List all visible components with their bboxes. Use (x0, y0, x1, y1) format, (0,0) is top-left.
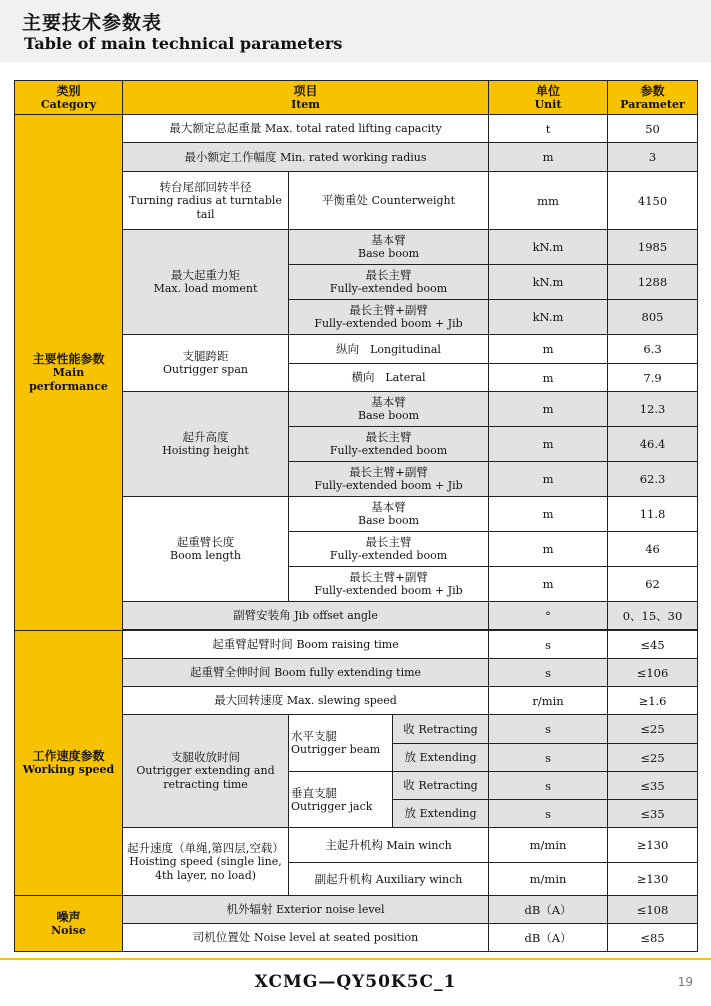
unit-cell: s (489, 772, 608, 800)
unit-cell: m (489, 462, 608, 497)
unit-cell: m (489, 427, 608, 462)
unit-cell: m (489, 143, 608, 172)
table-row (15, 631, 698, 659)
subitem: 副起升机构 Auxiliary winch (289, 863, 489, 896)
table-row (15, 115, 698, 143)
subitem: 最长主臂+副臂 Fully-extended boom + Jib (289, 567, 489, 602)
unit-cell: m (489, 567, 608, 602)
unit-cell: m (489, 532, 608, 567)
header-unit: 单位 Unit (489, 81, 608, 115)
item-boom-length: 起重臂长度 Boom length (123, 497, 289, 602)
unit-cell: s (489, 744, 608, 772)
unit-cell: s (489, 631, 608, 659)
unit-cell: dB（A） (489, 896, 608, 924)
value-cell: 46 (608, 532, 698, 567)
item-exterior-noise: 机外辐射 Exterior noise level (123, 896, 489, 924)
value-cell: 805 (608, 300, 698, 335)
value-cell: 4150 (608, 172, 698, 230)
subitem: 收 Retracting (393, 772, 489, 800)
subitem: 最长主臂 Fully-extended boom (289, 532, 489, 567)
subitem: 主起升机构 Main winch (289, 828, 489, 863)
unit-cell: mm (489, 172, 608, 230)
value-cell: 6.3 (608, 335, 698, 364)
value-cell: 7.9 (608, 364, 698, 392)
item-outrigger-time: 支腿收放时间 Outrigger extending and retracting time (123, 715, 289, 828)
unit-cell: m (489, 364, 608, 392)
value-cell: 11.8 (608, 497, 698, 532)
header-category: 类别 Category (15, 81, 123, 115)
subitem-outrigger-jack: 垂直支腿 Outrigger jack (289, 772, 393, 828)
table-header (15, 81, 698, 115)
header-parameter: 参数 Parameter (608, 81, 698, 115)
item-boom-raising: 起重臂起臂时间 Boom raising time (123, 631, 489, 659)
page-title-cn: 主要技术参数表 (22, 12, 163, 34)
value-cell: 62.3 (608, 462, 698, 497)
subitem: 最长主臂 Fully-extended boom (289, 427, 489, 462)
value-cell: ≤35 (608, 800, 698, 828)
item-jib-offset: 副臂安装角 Jib offset angle (123, 602, 489, 630)
footer-model: XCMG—QY50K5C_1 (254, 972, 457, 992)
item-outrigger-span: 支腿跨距 Outrigger span (123, 335, 289, 392)
page-title-en: Table of main technical parameters (24, 34, 343, 53)
value-cell: ≤85 (608, 924, 698, 952)
value-cell: ≤108 (608, 896, 698, 924)
value-cell: 1288 (608, 265, 698, 300)
unit-cell: ° (489, 602, 608, 630)
unit-cell: m/min (489, 863, 608, 896)
value-cell: ≥130 (608, 863, 698, 896)
category-main-performance: 主要性能参数 Main performance (15, 115, 123, 631)
unit-cell: dB（A） (489, 924, 608, 952)
item-hoisting-height: 起升高度 Hoisting height (123, 392, 289, 497)
value-cell: 0、15、30 (608, 602, 698, 630)
value-cell: 46.4 (608, 427, 698, 462)
value-cell: ≤25 (608, 744, 698, 772)
subitem: 基本臂 Base boom (289, 230, 489, 265)
unit-cell: m (489, 335, 608, 364)
item-load-moment: 最大起重力矩 Max. load moment (123, 230, 289, 335)
item-min-radius: 最小额定工作幅度 Min. rated working radius (123, 143, 489, 172)
unit-cell: kN.m (489, 230, 608, 265)
unit-cell: m (489, 392, 608, 427)
page-number: 19 (677, 975, 693, 989)
subitem: 放 Extending (393, 800, 489, 828)
subitem: 收 Retracting (393, 715, 489, 744)
value-cell: ≥1.6 (608, 687, 698, 715)
value-cell: ≥130 (608, 828, 698, 863)
item-seated-noise: 司机位置处 Noise level at seated position (123, 924, 489, 952)
category-working-speed: 工作速度参数 Working speed (15, 631, 123, 896)
value-cell: ≤106 (608, 659, 698, 687)
subitem: 横向 Lateral (289, 364, 489, 392)
value-cell: 12.3 (608, 392, 698, 427)
value-cell: 62 (608, 567, 698, 602)
unit-cell: s (489, 659, 608, 687)
value-cell: 3 (608, 143, 698, 172)
subitem: 基本臂 Base boom (289, 392, 489, 427)
spec-table (14, 80, 698, 952)
item-tail-radius: 转台尾部回转半径 Turning radius at turntable tail (123, 172, 289, 230)
unit-cell: kN.m (489, 300, 608, 335)
unit-cell: s (489, 715, 608, 744)
table-row (15, 896, 698, 924)
value-cell: 1985 (608, 230, 698, 265)
item-hoisting-speed: 起升速度（单绳,第四层,空载） Hoisting speed (single line, 4th layer, no load) (123, 828, 289, 896)
item-slewing: 最大回转速度 Max. slewing speed (123, 687, 489, 715)
category-noise: 噪声 Noise (15, 896, 123, 952)
subitem: 纵向 Longitudinal (289, 335, 489, 364)
unit-cell: m (489, 497, 608, 532)
value-cell: ≤25 (608, 715, 698, 744)
item-max-capacity: 最大额定总起重量 Max. total rated lifting capacity (123, 115, 489, 143)
header-item: 项目 Item (123, 81, 489, 115)
subitem-counterweight: 平衡重处 Counterweight (289, 172, 489, 230)
value-cell: 50 (608, 115, 698, 143)
unit-cell: kN.m (489, 265, 608, 300)
unit-cell: t (489, 115, 608, 143)
subitem: 最长主臂+副臂 Fully-extended boom + Jib (289, 300, 489, 335)
subitem: 最长主臂 Fully-extended boom (289, 265, 489, 300)
subitem-outrigger-beam: 水平支腿 Outrigger beam (289, 715, 393, 772)
unit-cell: r/min (489, 687, 608, 715)
item-boom-extending: 起重臂全伸时间 Boom fully extending time (123, 659, 489, 687)
subitem: 基本臂 Base boom (289, 497, 489, 532)
value-cell: ≤45 (608, 631, 698, 659)
value-cell: ≤35 (608, 772, 698, 800)
footer-divider (0, 958, 711, 960)
unit-cell: m/min (489, 828, 608, 863)
subitem: 放 Extending (393, 744, 489, 772)
unit-cell: s (489, 800, 608, 828)
subitem: 最长主臂+副臂 Fully-extended boom + Jib (289, 462, 489, 497)
